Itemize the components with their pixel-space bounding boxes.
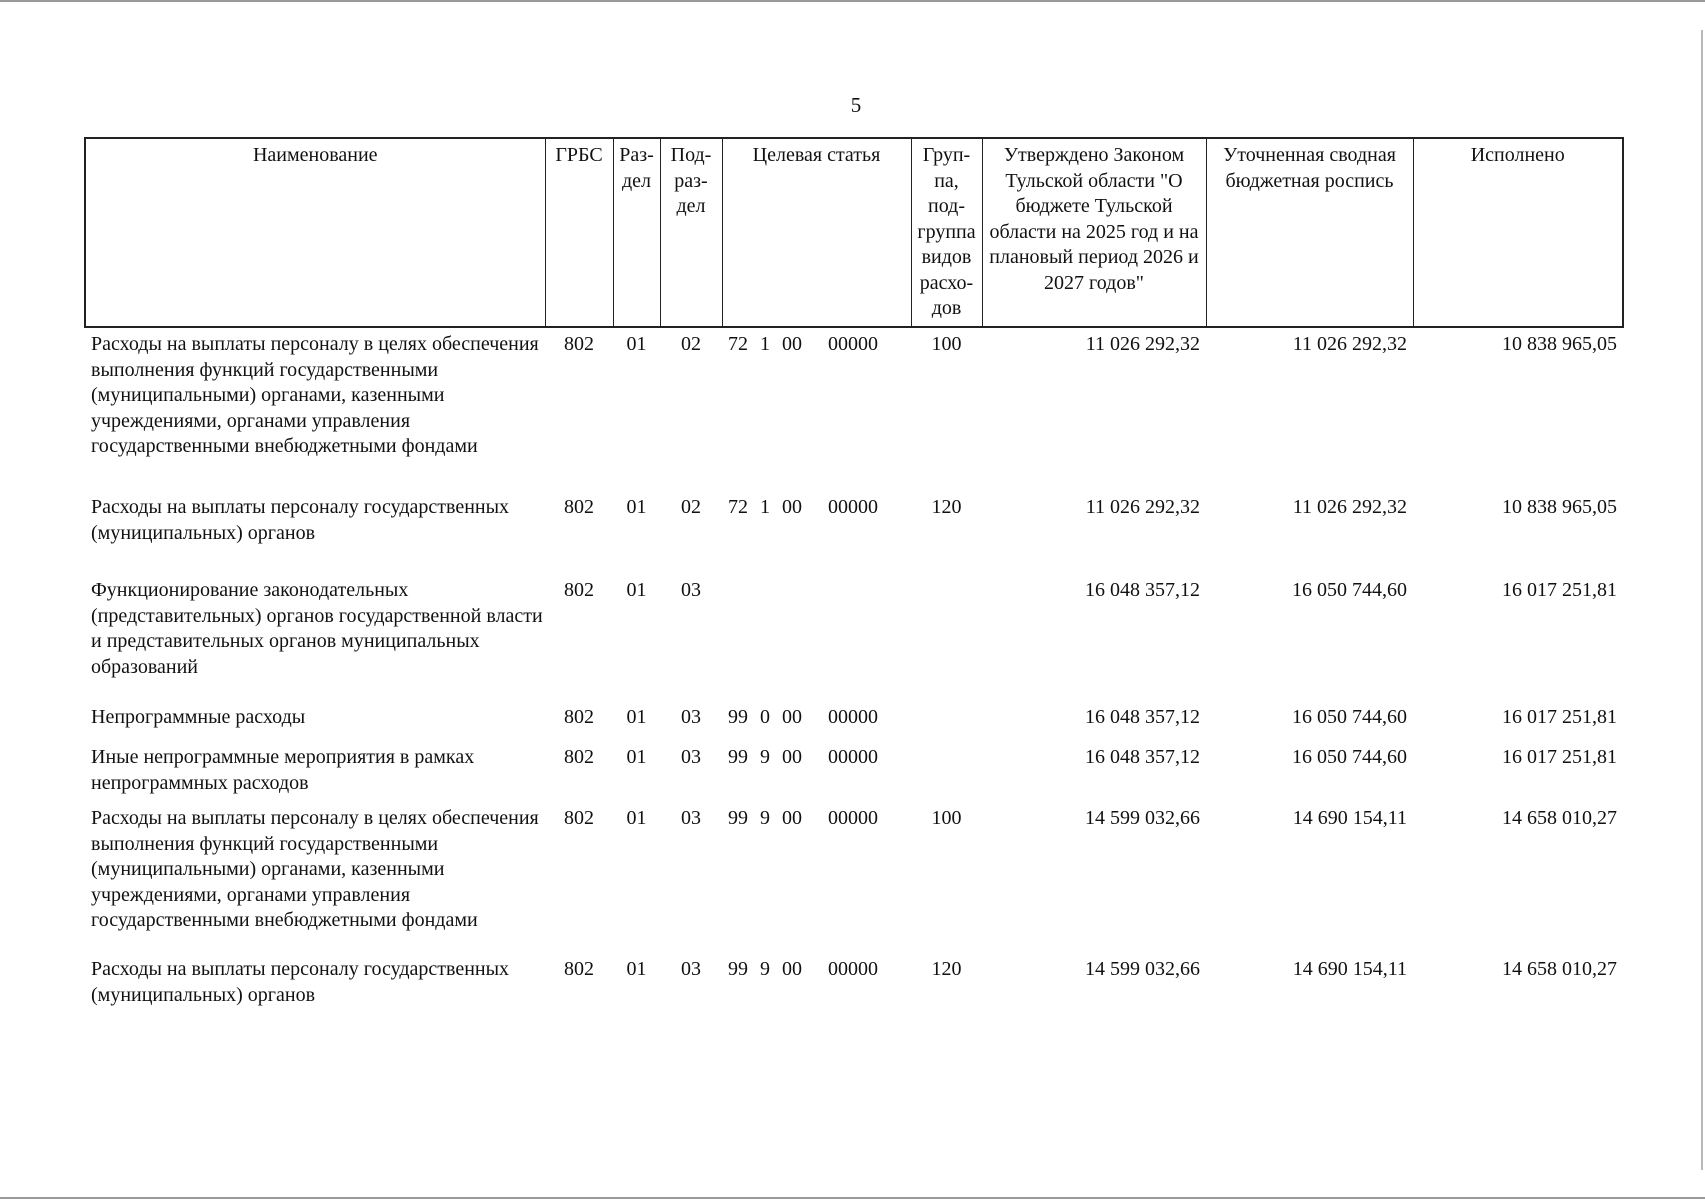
- row-subsection: 03: [681, 706, 701, 728]
- row-approved-amount: 14 599 032,66: [1085, 807, 1200, 829]
- header-grbs: ГРБС: [545, 138, 613, 327]
- row-revised-amount: 14 690 154,11: [1292, 958, 1407, 980]
- row-expense-group: [911, 741, 982, 802]
- row-name: Функционирование законодательных (представительных) органов государственной власти и представительных органов муниципальных образований: [91, 579, 543, 678]
- row-approved-amount: 11 026 292,32: [1085, 333, 1200, 355]
- row-revised-amount: 16 050 744,60: [1292, 706, 1407, 728]
- scan-edge-bottom: [0, 1197, 1705, 1199]
- row-expense-group: [911, 574, 982, 701]
- row-target-article: [722, 327, 911, 491]
- row-approved-amount: 16 048 357,12: [1085, 579, 1200, 601]
- target-article-part: 1: [760, 496, 770, 518]
- row-expense-group: 100: [931, 807, 962, 829]
- row-grbs: 802: [564, 958, 594, 980]
- header-revised: Уточненная сводная бюджетная роспись: [1206, 138, 1413, 327]
- target-article-part: 00: [782, 746, 802, 768]
- row-target-article: [722, 574, 911, 701]
- target-article-part: 00000: [828, 958, 878, 980]
- table-row: [85, 802, 1623, 953]
- header-target: Целевая статья: [722, 138, 911, 327]
- row-name: Расходы на выплаты персоналу в целях обеспечения выполнения функций государственными (муниципальными) органами, казенными учреждениями, органами управления государственными внебюджетными фондами: [91, 807, 539, 931]
- row-section: 01: [626, 496, 647, 518]
- target-article-part: 72: [728, 333, 748, 355]
- target-article-part: 00: [782, 807, 802, 829]
- target-article-part: 0: [760, 706, 770, 728]
- row-approved-amount: 16 048 357,12: [1085, 706, 1200, 728]
- target-article-part: 00: [782, 496, 802, 518]
- row-grbs: 802: [564, 579, 594, 601]
- target-article-part: 00000: [828, 706, 878, 728]
- table-row: [85, 491, 1623, 574]
- row-approved-amount: 11 026 292,32: [1085, 496, 1200, 518]
- row-section: 01: [626, 706, 647, 728]
- row-section: 01: [626, 746, 647, 768]
- table-row: [85, 953, 1623, 1013]
- target-article-part: 00: [782, 333, 802, 355]
- header-section: Раз- дел: [613, 138, 660, 327]
- row-executed-amount: 14 658 010,27: [1502, 807, 1617, 829]
- row-subsection: 02: [681, 333, 701, 355]
- row-name: Непрограммные расходы: [91, 706, 306, 728]
- row-revised-amount: 11 026 292,32: [1292, 333, 1407, 355]
- target-article-part: 72: [728, 496, 748, 518]
- row-section: 01: [626, 958, 647, 980]
- row-subsection: 03: [681, 746, 701, 768]
- target-article-part: 9: [760, 807, 770, 829]
- row-revised-amount: 14 690 154,11: [1292, 807, 1407, 829]
- target-article-part: 00000: [828, 807, 878, 829]
- row-revised-amount: 11 026 292,32: [1292, 496, 1407, 518]
- target-article-part: 99: [728, 706, 748, 728]
- row-executed-amount: 10 838 965,05: [1502, 333, 1617, 355]
- row-executed-amount: 14 658 010,27: [1502, 958, 1617, 980]
- row-revised-amount: 16 050 744,60: [1292, 579, 1407, 601]
- row-expense-group: [911, 701, 982, 741]
- row-section: 01: [626, 579, 647, 601]
- row-approved-amount: 16 048 357,12: [1085, 746, 1200, 768]
- page-number: 5: [850, 93, 862, 117]
- table-body: [85, 327, 1623, 1013]
- target-article-part: 99: [728, 746, 748, 768]
- row-executed-amount: 16 017 251,81: [1502, 579, 1617, 601]
- header-subsection: Под- раз- дел: [660, 138, 722, 327]
- target-article-part: 99: [728, 807, 748, 829]
- row-name: Расходы на выплаты персоналу в целях обеспечения выполнения функций государственными (муниципальными) органами, казенными учреждениями, органами управления государственными внебюджетными фондами: [91, 333, 539, 457]
- row-subsection: 03: [681, 807, 701, 829]
- row-name: Расходы на выплаты персоналу государственных (муниципальных) органов: [91, 496, 510, 544]
- row-grbs: 802: [564, 496, 594, 518]
- target-article-part: 00000: [828, 496, 878, 518]
- budget-execution-table: [84, 137, 1624, 1013]
- target-article-part: 00: [782, 706, 802, 728]
- row-grbs: 802: [564, 807, 594, 829]
- row-grbs: 802: [564, 706, 594, 728]
- row-name: Иные непрограммные мероприятия в рамках непрограммных расходов: [91, 746, 475, 794]
- row-target-article: [722, 802, 911, 953]
- row-target-article: [722, 953, 911, 1013]
- row-executed-amount: 10 838 965,05: [1502, 496, 1617, 518]
- target-article-part: 99: [728, 958, 748, 980]
- row-expense-group: 120: [931, 958, 962, 980]
- row-target-article: [722, 741, 911, 802]
- table-row: [85, 574, 1623, 701]
- target-article-part: 00000: [828, 333, 878, 355]
- table-header-row: [85, 138, 1623, 327]
- row-name: Расходы на выплаты персоналу государственных (муниципальных) органов: [91, 958, 510, 1006]
- table-row: [85, 741, 1623, 802]
- scan-edge-top: [0, 0, 1705, 2]
- row-target-article: [722, 491, 911, 574]
- header-group: Груп- па, под- группа видов расхо- дов: [911, 138, 982, 327]
- row-subsection: 03: [681, 579, 701, 601]
- target-article-part: 1: [760, 333, 770, 355]
- header-approved: Утверждено Законом Тульской области "О бюджете Тульской области на 2025 год и на плановый период 2026 и 2027 годов": [982, 138, 1206, 327]
- row-grbs: 802: [564, 333, 594, 355]
- row-section: 01: [626, 333, 647, 355]
- table-row: [85, 327, 1623, 491]
- row-expense-group: 120: [931, 496, 962, 518]
- target-article-part: 9: [760, 958, 770, 980]
- row-approved-amount: 14 599 032,66: [1085, 958, 1200, 980]
- row-executed-amount: 16 017 251,81: [1502, 706, 1617, 728]
- row-subsection: 03: [681, 958, 701, 980]
- scan-edge-right: [1701, 30, 1703, 1170]
- row-revised-amount: 16 050 744,60: [1292, 746, 1407, 768]
- row-executed-amount: 16 017 251,81: [1502, 746, 1617, 768]
- row-subsection: 02: [681, 496, 701, 518]
- header-name: Наименование: [85, 138, 545, 327]
- row-expense-group: 100: [931, 333, 962, 355]
- target-article-part: 00: [782, 958, 802, 980]
- target-article-part: 9: [760, 746, 770, 768]
- row-grbs: 802: [564, 746, 594, 768]
- target-article-part: 00000: [828, 746, 878, 768]
- row-section: 01: [626, 807, 647, 829]
- row-target-article: [722, 701, 911, 741]
- header-executed: Исполнено: [1413, 138, 1623, 327]
- table-row: [85, 701, 1623, 741]
